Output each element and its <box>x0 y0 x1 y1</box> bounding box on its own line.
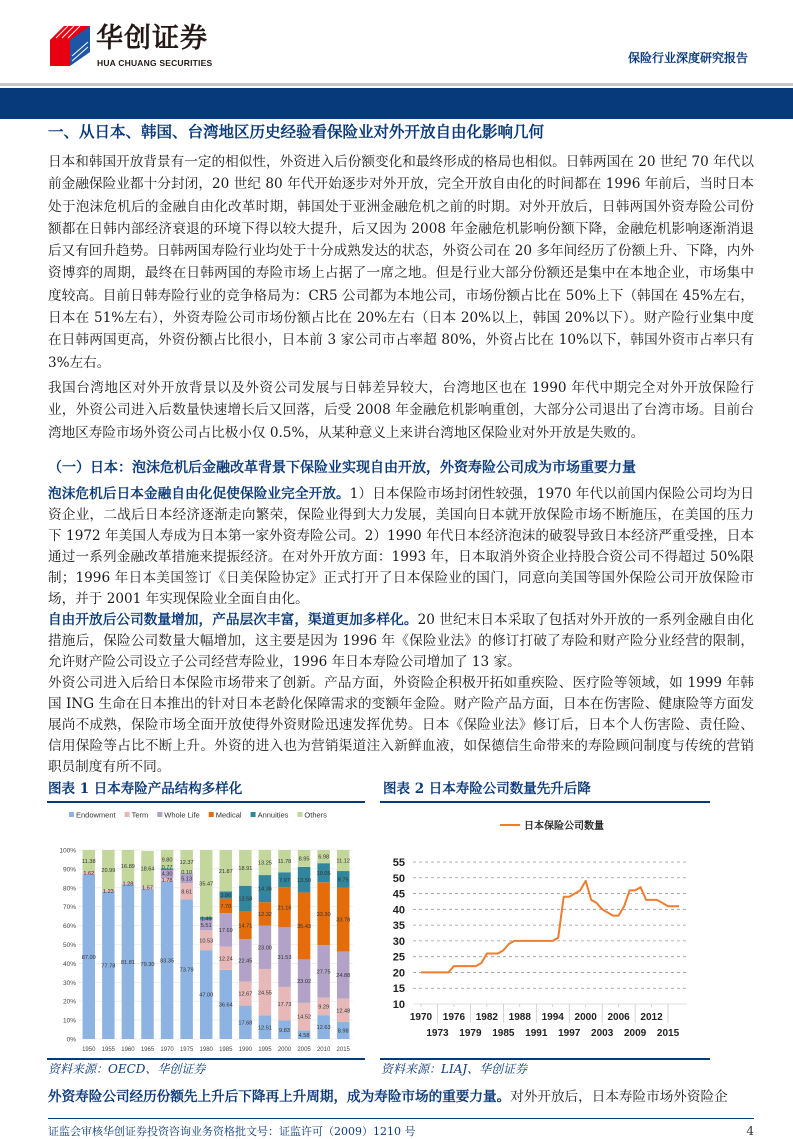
data-label: 7.70 <box>220 904 231 910</box>
legend-label: Others <box>304 810 327 819</box>
data-label: 35.47 <box>199 881 213 887</box>
x-tick-label: 2000 <box>575 1012 598 1023</box>
y-tick-label: 20% <box>63 999 76 1006</box>
legend-swatch-medical <box>209 812 214 817</box>
data-label: 12.48 <box>336 1008 350 1014</box>
data-label: 18.91 <box>238 866 252 872</box>
y-tick-label: 55 <box>393 857 405 869</box>
data-label: 22.45 <box>238 958 252 964</box>
paragraph-4-body: 20 世纪末日本采取了包括对外开放的一系列金融自由化措施后，保险公司数量大幅增加，这主要是因为 1996 年《保险业法》的修订打破了寿险和财产险分业经营的限制，允许财产险公司设立子公司经营寿险业，1996 年日本寿险公司增加了 13 家。 <box>48 612 754 670</box>
paragraph-5: 外资公司进入后给日本保险市场带来了创新。产品方面，外资险企积极开拓如重疾险、医疗险等领域，如 1999 年韩国 ING 生命在日本推出的针对日本老龄化保障需求的变额年金险。财产险产品方面，日本在伤害险、健康险等方面发展尚不成熟，保险市场全面开放使得外资财险迅速发挥优势。日本《保险业法》修订后，日本个人伤害险、责任险、信用保险等占比不断上升。外资的进入也为营销渠道注入新鲜血液，如保德信生命带来的寿险顾问制度与传统的营销职员制度有所不同。 <box>48 673 754 778</box>
legend-swatch-whole-life <box>157 812 162 817</box>
x-tick-label: 2000 <box>278 1047 292 1053</box>
data-label: 14.71 <box>238 923 252 929</box>
legend-label: Whole Life <box>164 810 199 819</box>
y-tick-label: 10% <box>63 1017 76 1024</box>
x-tick-label: 2012 <box>640 1012 663 1023</box>
y-tick-label: 45 <box>393 888 405 900</box>
x-tick-label: 2015 <box>657 1028 680 1039</box>
logo-cube-icon <box>50 26 90 66</box>
data-label: 17.68 <box>238 1020 252 1026</box>
x-tick-label: 2006 <box>607 1012 630 1023</box>
data-label: 4.30 <box>162 871 173 877</box>
x-tick-label: 2010 <box>317 1047 331 1053</box>
data-label: 10.05 <box>317 871 331 877</box>
x-tick-label: 1970 <box>160 1047 174 1053</box>
header-divider <box>0 83 793 86</box>
data-label: 1.62 <box>83 871 94 877</box>
y-tick-label: 0% <box>67 1036 77 1043</box>
report-type-label: 保险行业深度研究报告 <box>628 50 748 66</box>
y-tick-label: 40 <box>393 904 405 916</box>
x-tick-label: 1994 <box>542 1012 565 1023</box>
data-label: 83.35 <box>160 958 174 964</box>
logo-text-cn: 华创证券 <box>96 24 208 54</box>
figure-1-bottom-rule <box>47 1058 365 1060</box>
y-tick-label: 100% <box>59 847 76 854</box>
data-label: 17.73 <box>278 1002 292 1008</box>
data-label: 16.89 <box>121 864 135 870</box>
data-label: 18.64 <box>141 867 155 873</box>
data-label: 7.97 <box>279 878 290 884</box>
data-label: 13.25 <box>258 860 272 866</box>
y-tick-label: 60% <box>63 923 76 930</box>
data-label: 21.87 <box>219 869 233 875</box>
y-tick-label: 25 <box>393 952 405 964</box>
company-logo <box>50 26 220 72</box>
header-band <box>0 88 793 119</box>
data-label: 0.77 <box>162 865 173 871</box>
paragraph-6-body: 对外开放后，日本寿险市场外资险企 <box>510 1089 728 1105</box>
data-label: 1.78 <box>162 878 173 884</box>
data-label: 35.43 <box>297 924 311 930</box>
line-chart <box>380 804 710 1056</box>
data-label: 36.64 <box>219 1002 233 1008</box>
y-tick-label: 20 <box>393 967 405 979</box>
data-label: 24.55 <box>258 990 272 996</box>
y-tick-label: 70% <box>63 904 76 911</box>
data-label: 20.99 <box>101 868 115 874</box>
data-label: 1.49 <box>201 916 212 922</box>
data-label: 23.02 <box>297 979 311 985</box>
x-tick-label: 1985 <box>219 1047 233 1053</box>
stacked-bar-chart <box>47 804 365 1056</box>
x-tick-label: 1970 <box>410 1012 433 1023</box>
data-label: 21.16 <box>278 905 292 911</box>
data-label: 27.75 <box>317 969 331 975</box>
data-label: 1.23 <box>103 889 114 895</box>
footer-license-text: 证监会审核华创证券投资咨询业务资格批文号：证监许可（2009）1210 号 <box>48 1124 415 1139</box>
x-tick-label: 1976 <box>443 1012 466 1023</box>
data-label: 8.95 <box>299 856 310 862</box>
x-tick-label: 1990 <box>239 1047 253 1053</box>
paragraph-4-lead: 自由开放后公司数量增加，产品层次丰富，渠道更加多样化。 <box>48 612 418 628</box>
legend-label: Annuities <box>258 810 289 819</box>
data-label: 12.32 <box>258 912 272 918</box>
figure-2-title: 图表 2 日本寿险公司数量先升后降 <box>383 780 591 798</box>
y-tick-label: 50 <box>393 873 405 885</box>
x-tick-label: 2005 <box>297 1047 311 1053</box>
subsection-title: （一）日本：泡沫危机后金融改革背景下保险业实现自由开放，外资寿险公司成为市场重要力量 <box>48 458 754 478</box>
data-label: 47.00 <box>199 993 213 999</box>
x-tick-label: 1979 <box>459 1028 482 1039</box>
x-tick-label: 1965 <box>141 1047 155 1053</box>
data-label: 13.58 <box>238 897 252 903</box>
section-title: 一、从日本、韩国、台湾地区历史经验看保险业对外开放自由化影响几何 <box>48 121 754 143</box>
data-label: 33.30 <box>317 912 331 918</box>
data-label: 9.83 <box>279 1028 290 1034</box>
data-label: 13.50 <box>297 878 311 884</box>
data-label: 23.00 <box>258 945 272 951</box>
footer <box>48 1118 754 1139</box>
figures-row <box>48 780 754 1080</box>
data-label: 9.29 <box>318 1004 329 1010</box>
data-label: 12.24 <box>219 956 233 962</box>
data-label: 0.10 <box>181 870 192 876</box>
y-tick-label: 15 <box>393 983 405 995</box>
data-label: 17.69 <box>219 928 233 934</box>
logo-text-en: HUA CHUANG SECURITIES <box>97 58 212 68</box>
y-tick-label: 80% <box>63 885 76 892</box>
x-tick-label: 1960 <box>121 1047 135 1053</box>
x-tick-label: 1980 <box>200 1047 214 1053</box>
y-tick-label: 40% <box>63 961 76 968</box>
legend-swatch-others <box>297 812 302 817</box>
data-label: 77.78 <box>101 963 115 969</box>
legend-swatch-annuities <box>251 812 256 817</box>
legend-swatch-endowment <box>69 812 74 817</box>
figure-2-bottom-rule <box>380 1058 710 1060</box>
legend-label: Medical <box>216 810 242 819</box>
x-tick-label: 1991 <box>525 1028 548 1039</box>
x-tick-label: 1975 <box>180 1047 194 1053</box>
paragraph-3-body: 1）日本保险市场封闭性较强，1970 年代以前国内保险公司均为日资企业，二战后日本经济逐渐走向繁荣，保险业得到大力发展，美国向日本就开放保险市场不断施压，在美国的压力下 1972 年美国人寿成为日本第一家外资寿险公司。2）1990 年代日本经济泡沫的破裂导致日本经济严重受挫，日本通过一系列金融改革措施来提振经济。在对外开放方面：1993 年，日本取消外资企业持股合资公司不得超过 50%限制；1996 年日本美国签订《日美保险协定》正式打开了日本保险业的国门，同意向美国等国外保险公司开放保险市场，并于 2001 年实现保险业全面自由化。 <box>48 486 754 607</box>
data-label: 87.00 <box>82 955 96 961</box>
data-label: 4.58 <box>299 1033 310 1039</box>
x-tick-label: 1973 <box>426 1028 449 1039</box>
figure-1-source: 资料来源：OECD、华创证券 <box>48 1062 205 1077</box>
x-tick-label: 2009 <box>624 1028 647 1039</box>
data-label: 11.12 <box>336 858 350 864</box>
data-label: 8.75 <box>338 877 349 883</box>
x-tick-label: 1995 <box>258 1047 272 1053</box>
data-label: 73.79 <box>180 967 194 973</box>
x-tick-label: 1985 <box>492 1028 515 1039</box>
paragraph-6-lead: 外资寿险公司经历份额先上升后下降再上升周期，成为寿险市场的重要力量。 <box>48 1089 510 1105</box>
x-tick-label: 2015 <box>337 1047 351 1053</box>
figure-2-source: 资料来源：LIAJ、华创证券 <box>381 1062 527 1077</box>
data-label: 12.51 <box>258 1025 272 1031</box>
y-tick-label: 10 <box>393 999 405 1011</box>
paragraph-2: 我国台湾地区对外开放背景以及外资公司发展与日韩差异较大，台湾地区也在 1990 年代中期完全对外开放保险行业，外资公司进入后数量快速增长后又回落，后受 2008 年金融危机影响重创，大部分公司退出了台湾市场。目前台湾地区寿险市场外资公司占比极小仅 0.5%，从某种意义上来讲台湾地区保险业对外开放是失败的。 <box>48 377 754 444</box>
data-label: 11.78 <box>278 859 292 865</box>
y-tick-label: 35 <box>393 920 405 932</box>
data-label: 24.88 <box>336 973 350 979</box>
paragraph-6 <box>48 1086 754 1108</box>
figure-2-top-rule <box>380 801 710 803</box>
legend-label: Endowment <box>76 810 117 819</box>
data-label: 31.53 <box>278 955 292 961</box>
y-tick-label: 30% <box>63 980 76 987</box>
legend-label: Term <box>132 810 149 819</box>
x-tick-label: 1950 <box>82 1047 96 1053</box>
data-label: 11.38 <box>82 859 96 865</box>
legend-label: 日本保险公司数量 <box>524 819 604 832</box>
data-label: 14.36 <box>258 887 272 893</box>
y-tick-label: 50% <box>63 942 76 949</box>
paragraph-3-lead: 泡沫危机后日本金融自由化促使保险业完全开放。 <box>48 486 350 502</box>
data-label: 6.98 <box>318 855 329 861</box>
y-tick-label: 30 <box>393 936 405 948</box>
data-label: 33.78 <box>336 917 350 923</box>
data-label: 5.13 <box>181 876 192 882</box>
series-line <box>421 881 679 973</box>
data-label: 81.81 <box>121 960 135 966</box>
figure-1-title: 图表 1 日本寿险产品结构多样化 <box>48 780 242 798</box>
data-label: 1.57 <box>142 886 153 892</box>
data-label: 14.52 <box>297 1015 311 1021</box>
data-label: 79.30 <box>141 962 155 968</box>
x-tick-label: 1982 <box>476 1012 499 1023</box>
x-tick-label: 1955 <box>102 1047 116 1053</box>
data-label: 3.86 <box>220 893 231 899</box>
figure-1-top-rule <box>47 801 365 803</box>
legend-swatch-term <box>125 812 130 817</box>
x-tick-label: 1997 <box>558 1028 581 1039</box>
page-number: 4 <box>746 1124 754 1139</box>
data-label: 5.51 <box>201 923 212 929</box>
x-tick-label: 1988 <box>509 1012 532 1023</box>
data-label: 8.61 <box>181 889 192 895</box>
data-label: 1.28 <box>122 881 133 887</box>
y-tick-label: 90% <box>63 866 76 873</box>
data-label: 12.37 <box>180 860 194 866</box>
data-label: 10.53 <box>199 938 213 944</box>
x-tick-label: 2003 <box>591 1028 614 1039</box>
paragraph-4 <box>48 610 754 673</box>
data-label: 12.67 <box>238 992 252 998</box>
page-content <box>48 121 754 1139</box>
paragraph-3 <box>48 484 754 610</box>
data-label: 9.80 <box>162 857 173 863</box>
data-label: 8.98 <box>338 1028 349 1034</box>
data-label: 12.63 <box>317 1025 331 1031</box>
paragraph-1: 日本和韩国开放背景有一定的相似性，外资进入后份额变化和最终形成的格局也相似。日韩两国在 20 世纪 70 年代以前金融保险业都十分封闭，20 世纪 80 年代开始逐步对外开放，完全开放自由化的时间都在 1996 年前后，当时日本处于泡沫危机后的金融自由化改革时期，韩国处于亚洲金融危机之前的时期。对外开放后，日韩两国外资寿险公司份额都在日韩内部经济衰退的环境下得以较大提升，后又因为 2008 年金融危机影响份额下降，金融危机影响逐渐消退后又有回升趋势。日韩两国寿险行业均处于十分成熟发达的状态，外资公司在 20 多年间经历了份额上升、下降，内外资博弈的周期，最终在日韩两国的寿险市场上占据了一席之地。但是行业大部分份额还是集中在本地企业，市场集中度较高。目前日韩寿险行业的竞争格局为：CR5 公司都为本地公司，市场份额占比在 50%上下（韩国在 45%左右，日本在 51%左右），外资寿险公司市场份额占比在 20%左右（日本 20%以上，韩国 20%以下）。财产险行业集中度在日韩两国更高，外资份额占比很小，日本前 3 家公司市占率超 80%，外资占比在 10%以下，韩国外资市占率只有 3%左右。 <box>48 151 754 374</box>
